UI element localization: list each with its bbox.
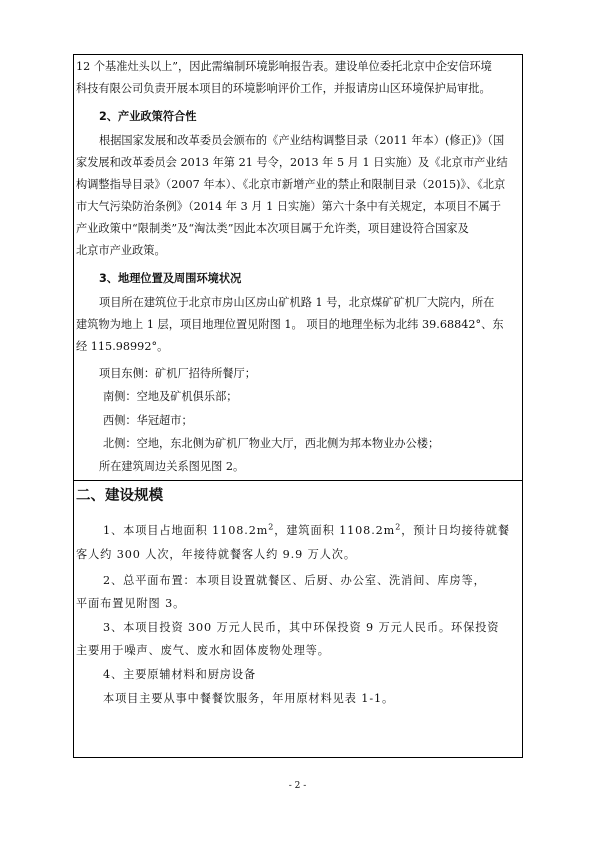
- text-line: 家发展和改革委员会 2013 年第 21 号令，2013 年 5 月 1 日实施）及《北京市产业结: [76, 156, 508, 169]
- text-line: 本项目主要从事中餐餐饮服务，年用原材料见表 1-1。: [103, 692, 395, 705]
- text-line: 4、主要原辅材料和厨房设备: [103, 668, 257, 681]
- text-line-west: 西侧：华冠超市；: [103, 414, 193, 427]
- text-line: 所在建筑周边关系图见图 2。: [99, 460, 245, 473]
- text-line: 产业政策中“限制类”及“淘汰类”因此本次项目属于允许类，项目建设符合国家及: [76, 222, 469, 235]
- text-line-east: 项目东侧：矿机厂招待所餐厅；: [99, 367, 256, 380]
- text-line: 北京市产业政策。: [76, 244, 166, 257]
- text-line-south: 南侧：空地及矿机俱乐部；: [103, 390, 238, 403]
- text-line: 根据国家发展和改革委员会颁布的《产业结构调整目录（2011 年本）(修正)》（国: [99, 134, 505, 147]
- heading-location: 3、地理位置及周围环境状况: [99, 272, 242, 285]
- text-line: 2、总平面布置：本项目设置就餐区、后厨、办公室、洗消间、库房等，: [103, 574, 486, 587]
- text-line: 科技有限公司负责开展本项目的环境影响评价工作，并报请房山区环境保护局审批。: [76, 82, 491, 95]
- text-line: 1、本项目占地面积 $1108.2m^2$，建筑面积 $1108.2m^2$，预计日均接待就餐: [103, 522, 510, 537]
- section-divider: [73, 480, 523, 481]
- text-line-north: 北侧：空地，东北侧为矿机厂物业大厅，西北侧为邦本物业办公楼；: [103, 437, 440, 450]
- text-line: 经 115.98992°。: [76, 340, 169, 353]
- text-line: 市大气污染防治条例》（2014 年 3 月 1 日实施）第六十条中有关规定，本项目不属于: [76, 200, 501, 213]
- text-line: 构调整指导目录》（2007 年本）、《北京市新增产业的禁止和限制目录（2015)》、《北京: [76, 178, 506, 191]
- text-line: 主要用于噪声、废气、废水和固体废物处理等。: [76, 644, 330, 657]
- text-line: 平面布置见附图 3。: [76, 597, 186, 610]
- text-line: 项目所在建筑位于北京市房山区房山矿机路 1 号，北京煤矿矿机厂大院内，所在: [99, 296, 495, 309]
- text-line: 客人约 300 人次，年接待就餐客人约 9.9 万人次。: [76, 548, 356, 561]
- text-line: 12 个基准灶头以上”，因此需编制环境影响报告表。建设单位委托北京中企安信环境: [76, 60, 492, 73]
- heading-industrial-policy: 2、产业政策符合性: [99, 110, 197, 123]
- text-line: 3、本项目投资 300 万元人民币，其中环保投资 9 万元人民币。环保投资: [103, 621, 500, 634]
- heading-construction-scale: 二、建设规模: [76, 488, 164, 504]
- page-number: - 2 -: [288, 781, 307, 791]
- text-line: 建筑物为地上 1 层，项目地理位置见附图 1。 项目的地理坐标为北纬 39.68842°、东: [76, 318, 504, 331]
